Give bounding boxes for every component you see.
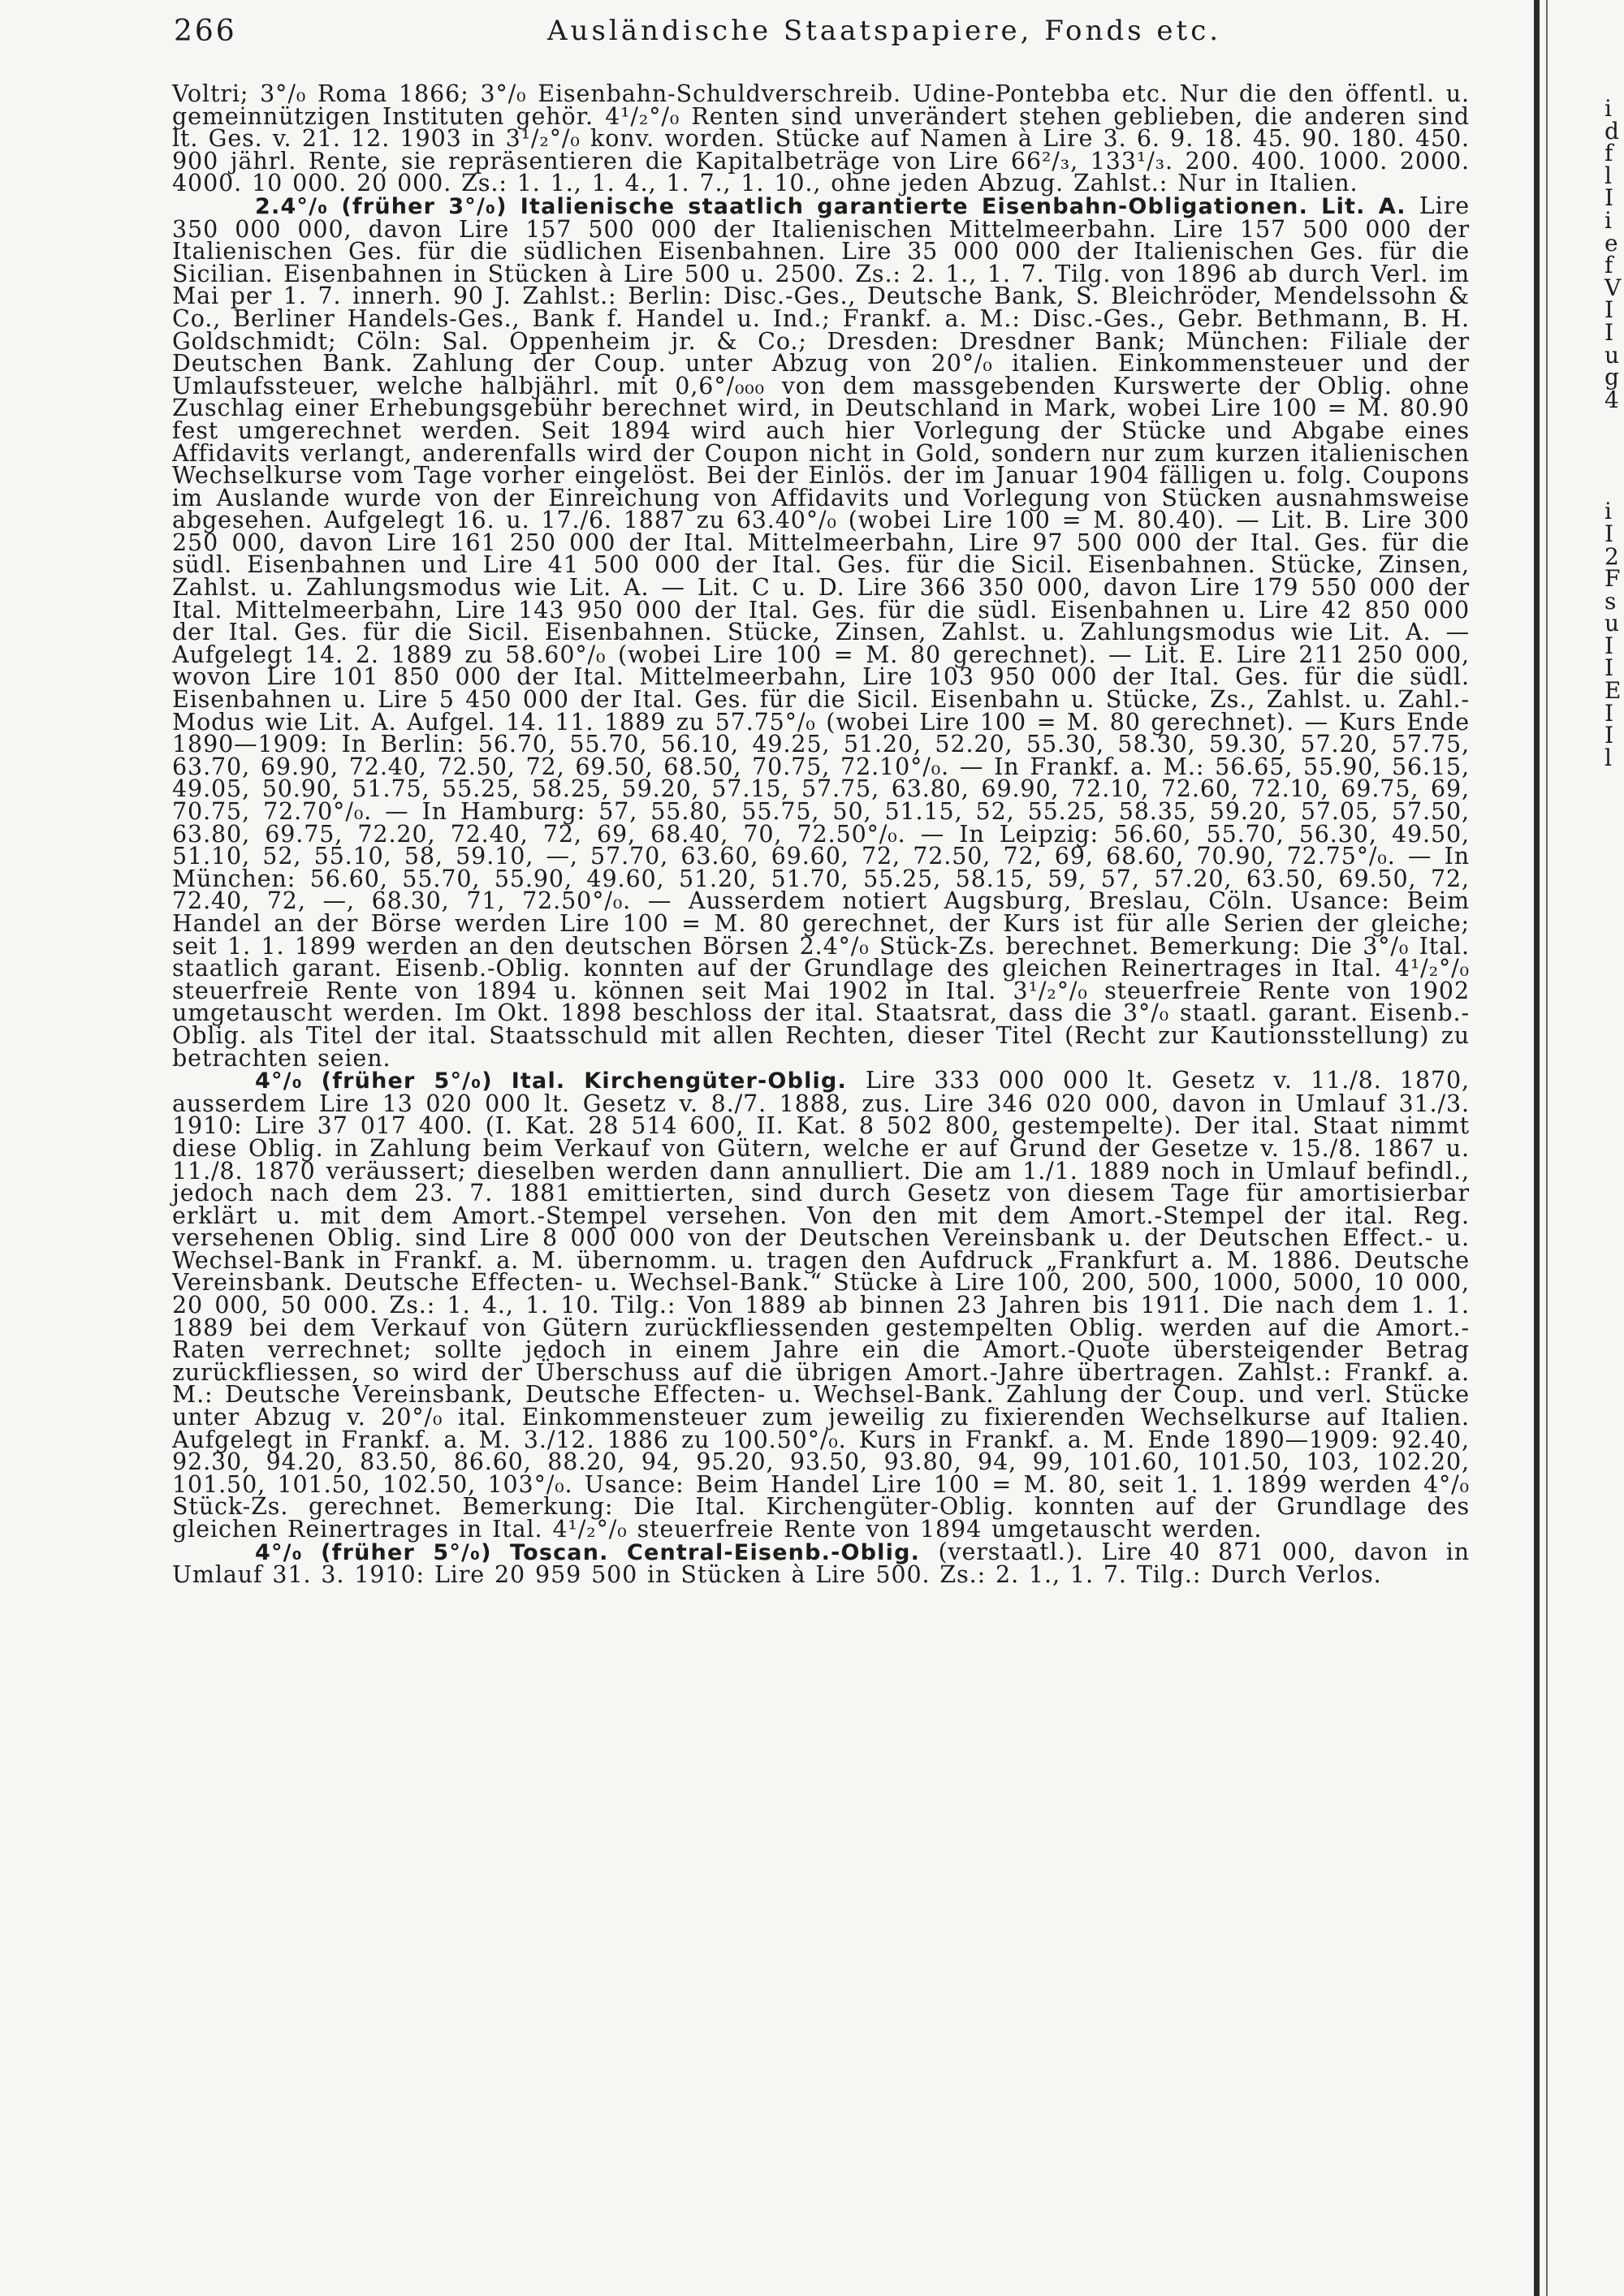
adjacent-page-fragment: [1605, 97, 1624, 769]
page-body: [172, 80, 1471, 1589]
page-header: [174, 15, 1473, 55]
paragraph-eisenbahn-obligationen: [172, 192, 1470, 1072]
paragraph-text: Lire 350 000 000, davon Lire 157 500 000 der Italienischen Mittelmeerbahn. Lire 157 500 000 der Italienischen Ges. für die südlichen Eisenbahnen. Lire 35 000 000 der Italienischen Ges. für die Sicilian. Eisenbahnen in Stücken à Lire 500 u. 2500. Zs.: 2. 1., 1. 7. Tilg. von 1896 ab durch Verl. im Mai per 1. 7. innerh. 90 J. Zahlst.: Berlin: Disc.-Ges., Deutsche Bank, S. Bleichröder, Mendelssohn & Co., Berliner Handels-Ges., Bank f. Handel u. Ind.; Frankf. a. M.: Disc.-Ges., Gebr. Bethmann, B. H. Goldschmidt; Cöln: Sal. Oppenheim jr. & Co.; Dresden: Dresdner Bank; München: Filiale der Deutschen Bank. Zahlung der Coup. unter Abzug von 20°/₀ italien. Einkommensteuer und der Umlaufssteuer, welche halbjährl. mit 0,6°/₀₀₀ von dem massgebenden Kurswerte der Oblig. ohne Zuschlag einer Erhebungsgebühr berechnet wird, in Deutschland in Mark, wobei Lire 100 = M. 80.90 fest umgerechnet werden. Seit 1894 wird auch hier Vorlegung der Stücke und Abgabe eines Affidavits verlangt, anderenfalls wird der Coupon nicht in Gold, sondern nur zum kurzen italienischen Wechselkurse vom Tage vorher eingelöst. Bei der Einlös. der im Januar 1904 fälligen u. folg. Coupons im Auslande wurde von der Einreichung von Affidavits und Vorlegung von Stücken ausnahmsweise abgesehen. Aufgelegt 16. u. 17./6. 1887 zu 63.40°/₀ (wobei Lire 100 = M. 80.40). — Lit. B. Lire 300 250 000, davon Lire 161 250 000 der Ital. Mittelmeerbahn, Lire 97 500 000 der Ital. Ges. für die südl. Eisenbahnen und Lire 41 500 000 der Ital. Ges. für die Sicil. Eisenbahnen. Stücke, Zinsen, Zahlst. u. Zahlungsmodus wie Lit. A. — Lit. C u. D. Lire 366 350 000, davon Lire 179 550 000 der Ital. Mittelmeerbahn, Lire 143 950 000 der Ital. Ges. für die südl. Eisenbahnen u. Lire 42 850 000 der Ital. Ges. für die Sicil. Eisenbahnen. Stücke, Zinsen, Zahlst. u. Zahlungsmodus wie Lit. A. — Aufgelegt 14. 2. 1889 zu 58.60°/₀ (wobei Lire 100 = M. 80 gerechnet). — Lit. E. Lire 211 250 000, wovon Lire 101 850 000 der Ital. Mittelmeerbahn, Lire 103 950 000 der Ital. Ges. für die südl. Eisenbahnen u. Lire 5 450 000 der Ital. Ges. für die Sicil. Eisenbahn u. Stücke, Zs., Zahlst. u. Zahl.-Modus wie Lit. A. Aufgel. 14. 11. 1889 zu 57.75°/₀ (wobei Lire 100 = M. 80 gerechnet). — Kurs Ende 1890—1909: In Berlin: 56.70, 55.70, 56.10, 49.25, 51.20, 52.20, 55.30, 58.30, 59.30, 57.20, 57.75, 63.70, 69.90, 72.40, 72.50, 72, 69.50, 68.50, 70.75, 72.10°/₀. — In Frankf. a. M.: 56.65, 55.90, 56.15, 49.05, 50.90, 51.75, 55.25, 58.25, 59.20, 57.15, 57.75, 63.80, 69.90, 72.10, 72.60, 72.10, 69.75, 69, 70.75, 72.70°/₀. — In Hamburg: 57, 55.80, 55.75, 50, 51.15, 52, 55.25, 58.35, 59.20, 57.05, 57.50, 63.80, 69.75, 72.20, 72.40, 72, 69, 68.40, 70, 72.50°/₀. — In Leipzig: 56.60, 55.70, 56.30, 49.50, 51.10, 52, 55.10, 58, 59.10, —, 57.70, 63.60, 69.60, 72, 72.50, 72, 69, 68.60, 70.90, 72.75°/₀. — In München: 56.60, 55.70, 55.90, 49.60, 51.20, 51.70, 55.25, 58.15, 59, 57, 57.20, 63.50, 69.50, 72, 72.40, 72, —, 68.30, 71, 72.50°/₀. — Ausserdem notiert Augsburg, Breslau, Cöln. Usance: Beim Handel an der Börse werden Lire 100 = M. 80 gerechnet, der Kurs ist für alle Serien der gleiche; seit 1. 1. 1899 werden an den deutschen Börsen 2.4°/₀ Stück-Zs. berechnet. Bemerkung: Die 3°/₀ Ital. staatlich garant. Eisenb.-Oblig. konnten auf der Grundlage des gleichen Reinertrages in Ital. 4¹/₂°/₀ steuerfreie Rente von 1894 u. können seit Mai 1902 in Ital. 3¹/₂°/₀ steuerfreie Rente von 1902 umgetauscht werden. Im Okt. 1898 beschloss der ital. Staatsrat, dass die 3°/₀ staatl. garant. Eisenb.-Oblig. als Titel der ital. Staatsschuld mit allen Rechten, dieser Titel (Recht zur Kautionsstellung) zu betrachten seien.: [172, 192, 1470, 1072]
paragraph-roma-continuation: [172, 80, 1470, 197]
entry-heading: 2.4°/₀ (früher 3°/₀) Italienische staatlich garantierte Eisenbahn-Obligationen. Lit. A.: [255, 193, 1419, 219]
entry-heading: 4°/₀ (früher 5°/₀) Toscan. Central-Eisenb.-Oblig.: [255, 1539, 939, 1565]
margin-char: I: [1605, 184, 1614, 212]
paragraph-kirchengueter-oblig: [172, 1067, 1471, 1543]
margin-char: f: [1605, 140, 1613, 167]
paragraph-text: Voltri; 3°/₀ Roma 1866; 3°/₀ Eisenbahn-Schuldverschreib. Udine-Pontebba etc. Nur die den öffentl. u. gemeinnützigen Instituten gehör. 4¹/₂°/₀ Renten sind unverändert stehen geblieben, die anderen sind lt. Ges. v. 21. 12. 1903 in 3¹/₂°/₀ konv. worden. Stücke auf Namen à Lire 3. 6. 9. 18. 45. 90. 180. 450. 900 jährl. Rente, sie repräsentieren die Kapitalbeträge von Lire 66²/₃, 133¹/₃. 200. 400. 1000. 2000. 4000. 10 000. 20 000. Zs.: 1. 1., 1. 4., 1. 7., 1. 10., ohne jeden Abzug. Zahlst.: Nur in Italien.: [172, 80, 1470, 197]
margin-char: l: [1605, 744, 1612, 771]
margin-char: I: [1605, 296, 1614, 324]
margin-char: u: [1605, 341, 1620, 369]
margin-char: 4: [1605, 386, 1619, 413]
margin-char: I: [1605, 722, 1614, 749]
margin-char: I: [1605, 632, 1614, 659]
paragraph-text: Lire 333 000 000 lt. Gesetz v. 11./8. 1870, ausserdem Lire 13 020 000 lt. Gesetz v. 8./7. 1888, zus. Lire 346 020 000, davon in Umlauf 31./3. 1910: Lire 37 017 400. (I. Kat. 28 514 600, II. Kat. 8 502 800, gestempelte). Der ital. Staat nimmt diese Oblig. in Zahlung beim Verkauf von Gütern, welche er auf Grund der Gesetze v. 15./8. 1867 u. 11./8. 1870 veräussert; dieselben werden dann annulliert. Die am 1./1. 1889 noch in Umlauf befindl., jedoch nach dem 23. 7. 1881 emittierten, sind durch Gesetz von diesem Tage für amortisierbar erklärt u. mit dem Amort.-Stempel versehen. Von den mit dem Amort.-Stempel der ital. Reg. versehenen Oblig. sind Lire 8 000 000 von der Deutschen Vereinsbank u. der Deutschen Effect.- u. Wechsel-Bank in Frankf. a. M. übernomm. u. tragen den Aufdruck „Frankfurt a. M. 1886. Deutsche Vereinsbank. Deutsche Effecten- u. Wechsel-Bank.“ Stücke à Lire 100, 200, 500, 1000, 5000, 10 000, 20 000, 50 000. Zs.: 1. 4., 1. 10. Tilg.: Von 1889 ab binnen 23 Jahren bis 1911. Die nach dem 1. 1. 1889 bei dem Verkauf von Gütern zurückfliessenden gestempelten Oblig. werden auf die Amort.-Raten verrechnet; sollte jedoch in einem Jahre ein die Amort.-Quote übersteigender Betrag zurückfliessen, so wird der Überschuss auf die übrigen Amort.-Jahre übertragen. Zahlst.: Frankf. a. M.: Deutsche Vereinsbank, Deutsche Effecten- u. Wechsel-Bank. Zahlung der Coup. und verl. Stücke unter Abzug v. 20°/₀ ital. Einkommensteuer zum jeweilig zu fixierenden Wechselkurse auf Italien. Aufgelegt in Frankf. a. M. 3./12. 1886 zu 100.50°/₀. Kurs in Frankf. a. M. Ende 1890—1909: 92.40, 92.30, 94.20, 83.50, 86.60, 88.20, 94, 95.20, 93.50, 93.80, 94, 99, 101.60, 101.50, 103, 102.20, 101.50, 101.50, 102.50, 103°/₀. Usance: Beim Handel Lire 100 = M. 80, seit 1. 1. 1899 werden 4°/₀ Stück-Zs. gerechnet. Bemerkung: Die Ital. Kirchengüter-Oblig. konnten auf der Grundlage des gleichen Reinertrages in Ital. 4¹/₂°/₀ steuerfreie Rente von 1894 umgetauscht werden.: [172, 1067, 1471, 1543]
entry-heading: 4°/₀ (früher 5°/₀) Ital. Kirchengüter-Oblig.: [255, 1068, 866, 1094]
margin-char: e: [1605, 229, 1618, 257]
margin-char: i: [1605, 498, 1612, 525]
margin-char: E: [1605, 677, 1622, 705]
paragraph-toscan-central-eisenb: [172, 1538, 1470, 1589]
margin-char: g: [1605, 364, 1619, 391]
margin-char: l: [1605, 162, 1612, 189]
margin-char: I: [1605, 699, 1614, 727]
paragraph-text: (verstaatl.). Lire 40 871 000, davon in Umlauf 31. 3. 1910: Lire 20 959 500 in Stücken à Lire 500. Zs.: 2. 1., 1. 7. Tilg.: Durch Verlos.: [172, 1538, 1470, 1589]
running-title: Ausländische Staatspapiere, Fonds etc.: [547, 15, 1222, 47]
margin-char: F: [1605, 565, 1621, 593]
page-gutter-shadow: [1546, 0, 1548, 2296]
margin-gap: [1605, 411, 1624, 500]
margin-char: u: [1605, 610, 1620, 637]
margin-char: i: [1605, 206, 1612, 234]
margin-char: s: [1605, 587, 1617, 615]
page-number: 266: [174, 15, 237, 48]
margin-char: i: [1605, 95, 1612, 122]
margin-char: I: [1605, 520, 1614, 547]
page-gutter-edge: [1534, 0, 1540, 2296]
margin-char: f: [1605, 252, 1613, 279]
margin-char: I: [1605, 318, 1614, 346]
margin-char: V: [1605, 274, 1622, 301]
margin-char: d: [1605, 117, 1619, 145]
margin-char: I: [1605, 654, 1614, 682]
margin-char: 2: [1605, 542, 1619, 570]
